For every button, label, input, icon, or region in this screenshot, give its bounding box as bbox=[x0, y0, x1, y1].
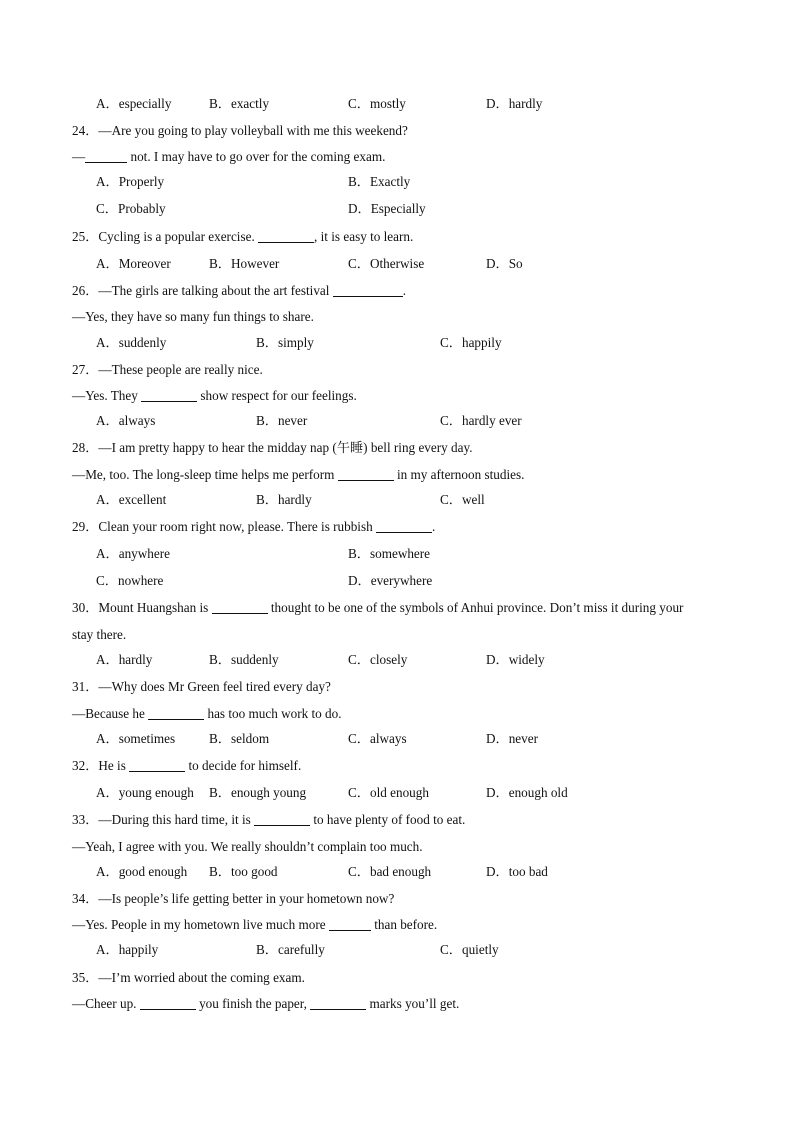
q29-answer-blank[interactable] bbox=[376, 518, 432, 533]
q32-option-b: B．enough young bbox=[209, 785, 307, 800]
q34-number: 34． bbox=[72, 891, 99, 906]
q31-option-c: C．always bbox=[348, 731, 407, 746]
q30-stem bbox=[72, 597, 794, 619]
q34-stem-text: —Is people’s life getting better in your hometown now? bbox=[98, 891, 395, 906]
q27-reply bbox=[72, 385, 794, 407]
q35-reply-mid: you finish the paper, bbox=[195, 996, 311, 1011]
q28-stem-text: —I am pretty happy to hear the midday nap (午睡) bell ring every day. bbox=[98, 440, 473, 455]
q33-option-c: C．bad enough bbox=[348, 864, 432, 879]
q29-stem bbox=[72, 516, 794, 538]
q28-option-a: A．excellent bbox=[96, 492, 167, 507]
q29-options-row2 bbox=[0, 570, 794, 592]
q34-stem bbox=[72, 888, 794, 910]
q34-options bbox=[0, 939, 794, 961]
q32-stem-pre: He is bbox=[98, 758, 130, 773]
q30-number: 30． bbox=[72, 600, 99, 615]
q25-option-a: A．Moreover bbox=[96, 256, 171, 271]
q27-reply-pre: —Yes. They bbox=[72, 388, 142, 403]
q27-option-a: A．always bbox=[96, 413, 156, 428]
q33-stem-post: to have plenty of food to eat. bbox=[310, 812, 466, 827]
q25-stem bbox=[72, 226, 794, 248]
q35-answer-blank-1[interactable] bbox=[140, 995, 196, 1010]
q24-option-c: C．Probably bbox=[96, 201, 166, 216]
q24-answer-blank[interactable] bbox=[85, 148, 127, 163]
q35-stem bbox=[72, 967, 794, 989]
q27-reply-post: show respect for our feelings. bbox=[197, 388, 357, 403]
q24-number: 24． bbox=[72, 123, 99, 138]
q23-options bbox=[0, 93, 794, 115]
q27-option-c: C．hardly ever bbox=[440, 413, 522, 428]
q30-stem-pre: Mount Huangshan is bbox=[98, 600, 212, 615]
q27-stem bbox=[72, 359, 794, 381]
q28-stem bbox=[72, 437, 794, 459]
q29-option-b: B．somewhere bbox=[348, 546, 431, 561]
q32-option-c: C．old enough bbox=[348, 785, 429, 800]
q24-options-row1 bbox=[0, 171, 794, 193]
q34-reply-pre: —Yes. People in my hometown live much more bbox=[72, 917, 329, 932]
q26-stem-post: . bbox=[402, 283, 407, 298]
q30-option-c: C．closely bbox=[348, 652, 408, 667]
q31-options bbox=[0, 728, 794, 750]
q24-option-b: B．Exactly bbox=[348, 174, 411, 189]
q33-stem bbox=[72, 809, 794, 831]
q24-reply-pre: — bbox=[72, 149, 86, 164]
q30-option-d: D．widely bbox=[486, 652, 545, 667]
q31-reply-post: has too much work to do. bbox=[204, 706, 342, 721]
q32-option-a: A．young enough bbox=[96, 785, 194, 800]
q28-reply bbox=[72, 464, 794, 486]
q27-stem-text: —These people are really nice. bbox=[98, 362, 263, 377]
q34-answer-blank[interactable] bbox=[329, 916, 371, 931]
q28-options bbox=[0, 489, 794, 511]
q23-option-a: A．especially bbox=[96, 96, 172, 111]
q24-stem bbox=[72, 120, 794, 142]
q24-stem-text: —Are you going to play volleyball with me this weekend? bbox=[98, 123, 408, 138]
q30-option-b: B．suddenly bbox=[209, 652, 279, 667]
q26-option-a: A．suddenly bbox=[96, 335, 167, 350]
q30-stem-post: thought to be one of the symbols of Anhui province. Don’t miss it during your bbox=[267, 600, 684, 615]
q30-options bbox=[0, 649, 794, 671]
q28-answer-blank[interactable] bbox=[338, 466, 394, 481]
q29-stem-pre: Clean your room right now, please. There is rubbish bbox=[98, 519, 376, 534]
q27-option-b: B．never bbox=[256, 413, 308, 428]
q35-stem-text: —I’m worried about the coming exam. bbox=[98, 970, 305, 985]
q32-options bbox=[0, 782, 794, 804]
q28-number: 28． bbox=[72, 440, 99, 455]
q32-option-d: D．enough old bbox=[486, 785, 568, 800]
q32-answer-blank[interactable] bbox=[129, 757, 185, 772]
q26-stem bbox=[72, 280, 794, 302]
q27-answer-blank[interactable] bbox=[141, 387, 197, 402]
q26-answer-blank[interactable] bbox=[333, 282, 403, 297]
q26-option-c: C．happily bbox=[440, 335, 502, 350]
q31-option-a: A．sometimes bbox=[96, 731, 176, 746]
q31-stem bbox=[72, 676, 794, 698]
q25-stem-post: , it is easy to learn. bbox=[314, 229, 414, 244]
q24-option-d: D．Especially bbox=[348, 201, 426, 216]
q25-number: 25． bbox=[72, 229, 99, 244]
q29-number: 29． bbox=[72, 519, 99, 534]
q25-option-b: B．However bbox=[209, 256, 280, 271]
q28-option-b: B．hardly bbox=[256, 492, 312, 507]
q31-option-d: D．never bbox=[486, 731, 538, 746]
q23-option-d: D．hardly bbox=[486, 96, 543, 111]
q35-answer-blank-2[interactable] bbox=[310, 995, 366, 1010]
q32-number: 32． bbox=[72, 758, 99, 773]
q34-option-b: B．carefully bbox=[256, 942, 325, 957]
q26-number: 26． bbox=[72, 283, 99, 298]
q23-option-c: C．mostly bbox=[348, 96, 406, 111]
q35-reply-post: marks you’ll get. bbox=[366, 996, 460, 1011]
q31-number: 31． bbox=[72, 679, 99, 694]
q26-stem-pre: —The girls are talking about the art festival bbox=[98, 283, 333, 298]
q33-stem-pre: —During this hard time, it is bbox=[98, 812, 255, 827]
q26-options bbox=[0, 332, 794, 354]
q33-option-a: A．good enough bbox=[96, 864, 188, 879]
q29-options-row1 bbox=[0, 543, 794, 565]
q28-reply-pre: —Me, too. The long-sleep time helps me perform bbox=[72, 467, 338, 482]
q26-reply: —Yes, they have so many fun things to share. bbox=[72, 309, 314, 324]
q31-answer-blank[interactable] bbox=[148, 705, 204, 720]
q35-number: 35． bbox=[72, 970, 99, 985]
q33-reply: —Yeah, I agree with you. We really shouldn’t complain too much. bbox=[72, 839, 423, 854]
q25-option-c: C．Otherwise bbox=[348, 256, 425, 271]
q30-option-a: A．hardly bbox=[96, 652, 153, 667]
q29-option-a: A．anywhere bbox=[96, 546, 170, 561]
q31-option-b: B．seldom bbox=[209, 731, 270, 746]
q29-option-c: C．nowhere bbox=[96, 573, 164, 588]
q24-reply bbox=[72, 146, 794, 168]
q25-stem-pre: Cycling is a popular exercise. bbox=[98, 229, 259, 244]
q33-answer-blank[interactable] bbox=[254, 811, 310, 826]
q27-number: 27． bbox=[72, 362, 99, 377]
q29-stem-post: . bbox=[432, 519, 436, 534]
q26-option-b: B．simply bbox=[256, 335, 314, 350]
q27-options bbox=[0, 410, 794, 432]
q33-option-d: D．too bad bbox=[486, 864, 548, 879]
q35-reply bbox=[72, 993, 794, 1015]
q25-options bbox=[0, 253, 794, 275]
q33-option-b: B．too good bbox=[209, 864, 278, 879]
q32-stem bbox=[72, 755, 794, 777]
q30-answer-blank[interactable] bbox=[212, 599, 268, 614]
q34-option-a: A．happily bbox=[96, 942, 159, 957]
q25-answer-blank[interactable] bbox=[258, 228, 314, 243]
q28-reply-post: in my afternoon studies. bbox=[393, 467, 525, 482]
q31-stem-text: —Why does Mr Green feel tired every day? bbox=[98, 679, 331, 694]
q33-number: 33． bbox=[72, 812, 99, 827]
q28-option-c: C．well bbox=[440, 492, 485, 507]
q23-option-b: B．exactly bbox=[209, 96, 270, 111]
q35-reply-pre: —Cheer up. bbox=[72, 996, 140, 1011]
q34-reply bbox=[72, 914, 794, 936]
q29-option-d: D．everywhere bbox=[348, 573, 433, 588]
q24-options-row2 bbox=[0, 198, 794, 220]
q24-option-a: A．Properly bbox=[96, 174, 165, 189]
q31-reply-pre: —Because he bbox=[72, 706, 149, 721]
q34-reply-post: than before. bbox=[370, 917, 438, 932]
q33-options bbox=[0, 861, 794, 883]
q34-option-c: C．quietly bbox=[440, 942, 499, 957]
q32-stem-post: to decide for himself. bbox=[185, 758, 302, 773]
q30-stem-continued: stay there. bbox=[72, 627, 127, 642]
q25-option-d: D．So bbox=[486, 256, 523, 271]
q31-reply bbox=[72, 703, 794, 725]
q24-reply-post: not. I may have to go over for the coming exam. bbox=[127, 149, 386, 164]
